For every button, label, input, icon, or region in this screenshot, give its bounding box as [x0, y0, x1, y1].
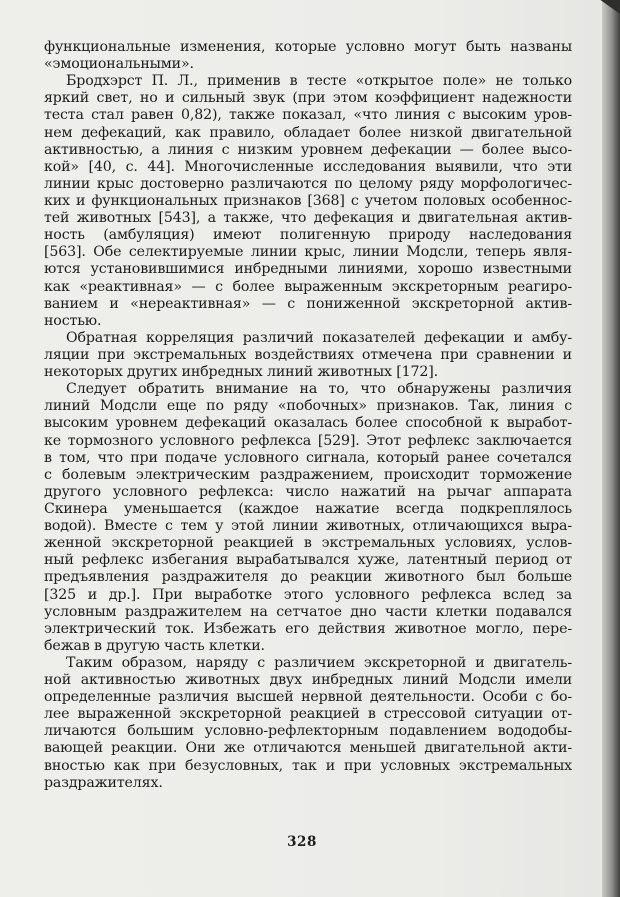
- text-line: тей животных [543], а также, что дефекация и двигательная актив-: [44, 210, 572, 227]
- text-line: теста стал равен 0,82), также показал, «что линия с высоким уров-: [44, 107, 572, 124]
- text-line: водой). Вместе с тем у этой линии животных, отличающихся выра-: [44, 518, 572, 535]
- text-line: кой» [40, с. 44]. Многочисленные исследования выявили, что эти: [44, 158, 572, 175]
- text-line: ляции при экстремальных воздействиях отмечена при сравнении и: [44, 346, 572, 363]
- text-line: «эмоциональными».: [44, 56, 194, 73]
- page-number: 328: [287, 834, 317, 850]
- text-line: ностью.: [44, 312, 102, 329]
- text-line: ванием и «нереактивная» — с пониженной экскреторной актив-: [44, 295, 572, 312]
- text-line: Таким образом, наряду с различием экскреторной и двигатель-: [66, 654, 572, 671]
- text-line: условным раздражителем на сетчатое дно части клетки подавался: [44, 603, 572, 620]
- text-line: ке тормозного условного рефлекса [529]. Этот рефлекс заключается: [44, 432, 572, 449]
- text-line: раздражителях.: [44, 774, 163, 791]
- text-line: яркий свет, но и сильный звук (при этом коэффициент надежности: [44, 90, 572, 107]
- text-line: ются установившимися инбредными линиями, хорошо известными: [44, 261, 572, 278]
- text-line: некоторых других инбредных линий животных [172].: [44, 364, 438, 381]
- text-line: ной активностью животных двух инбредных линий Модсли имели: [44, 672, 572, 689]
- text-line: определенные различия высшей нервной деятельности. Особи с бо-: [44, 689, 572, 706]
- text-line: женной экскреторной реакцией в экстремальных условиях, услов-: [44, 535, 572, 552]
- page-body-text: [44, 39, 572, 792]
- text-line: личаются большим условно-рефлекторным подавлением вододобы-: [44, 723, 572, 740]
- text-line: в том, что при подаче условного сигнала, который ранее сочетался: [44, 449, 572, 466]
- text-line: лее выраженной экскреторной реакцией в стрессовой ситуации от-: [44, 706, 572, 723]
- text-line: [325 и др.]. При выработке этого условного рефлекса вслед за: [44, 586, 572, 603]
- text-line: другого условного рефлекса: число нажатий на рычаг аппарата: [44, 483, 572, 500]
- text-line: Бродхэрст П. Л., применив в тесте «открытое поле» не только: [66, 73, 572, 90]
- text-line: бежав в другую часть клетки.: [44, 637, 265, 654]
- text-line: вностью как при безусловных, так и при условных экстремальных: [44, 757, 572, 774]
- text-line: Следует обратить внимание на то, что обнаружены различия: [66, 381, 572, 398]
- text-line: электрический ток. Избежать его действия животное могло, пере-: [44, 620, 572, 637]
- text-line: функциональные изменения, которые условно могут быть названы: [44, 39, 572, 55]
- text-line: [563]. Обе селектируемые линии крыс, линии Модсли, теперь явля-: [44, 244, 572, 261]
- text-line: Обратная корреляция различий показателей дефекации и амбу-: [66, 329, 572, 346]
- book-spine-shadow: [602, 0, 620, 897]
- text-line: линий Модсли еще по ряду «побочных» признаков. Так, линия с: [44, 398, 572, 415]
- text-line: предъявления раздражителя до реакции животного был больше: [44, 569, 572, 586]
- text-line: активностью, а линия с низким уровнем дефекации — более высо-: [44, 141, 572, 158]
- text-line: Скинера уменьшается (каждое нажатие всегда подкреплялось: [44, 500, 572, 517]
- text-line: высоким уровнем дефекаций оказалась более способной к выработ-: [44, 415, 572, 432]
- text-line: ный рефлекс избегания вырабатывался хуже, латентный период от: [44, 552, 572, 569]
- text-line: линии крыс достоверно различаются по целому ряду морфологичес-: [44, 175, 572, 192]
- text-line: с болевым электрическим раздражением, происходит торможение: [44, 466, 572, 483]
- text-line: вающей реакции. Они же отличаются меньшей двигательной акти-: [44, 740, 572, 757]
- text-line: как «реактивная» — с более выраженным экскреторным реагиро-: [44, 278, 572, 295]
- text-line: ких и функциональных признаков [368] с учетом половых особеннос-: [44, 192, 572, 209]
- text-line: ность (амбуляция) имеют полигенную природу наследования: [44, 227, 572, 244]
- text-line: нем дефекаций, как правило, обладает более низкой двигательной: [44, 124, 572, 141]
